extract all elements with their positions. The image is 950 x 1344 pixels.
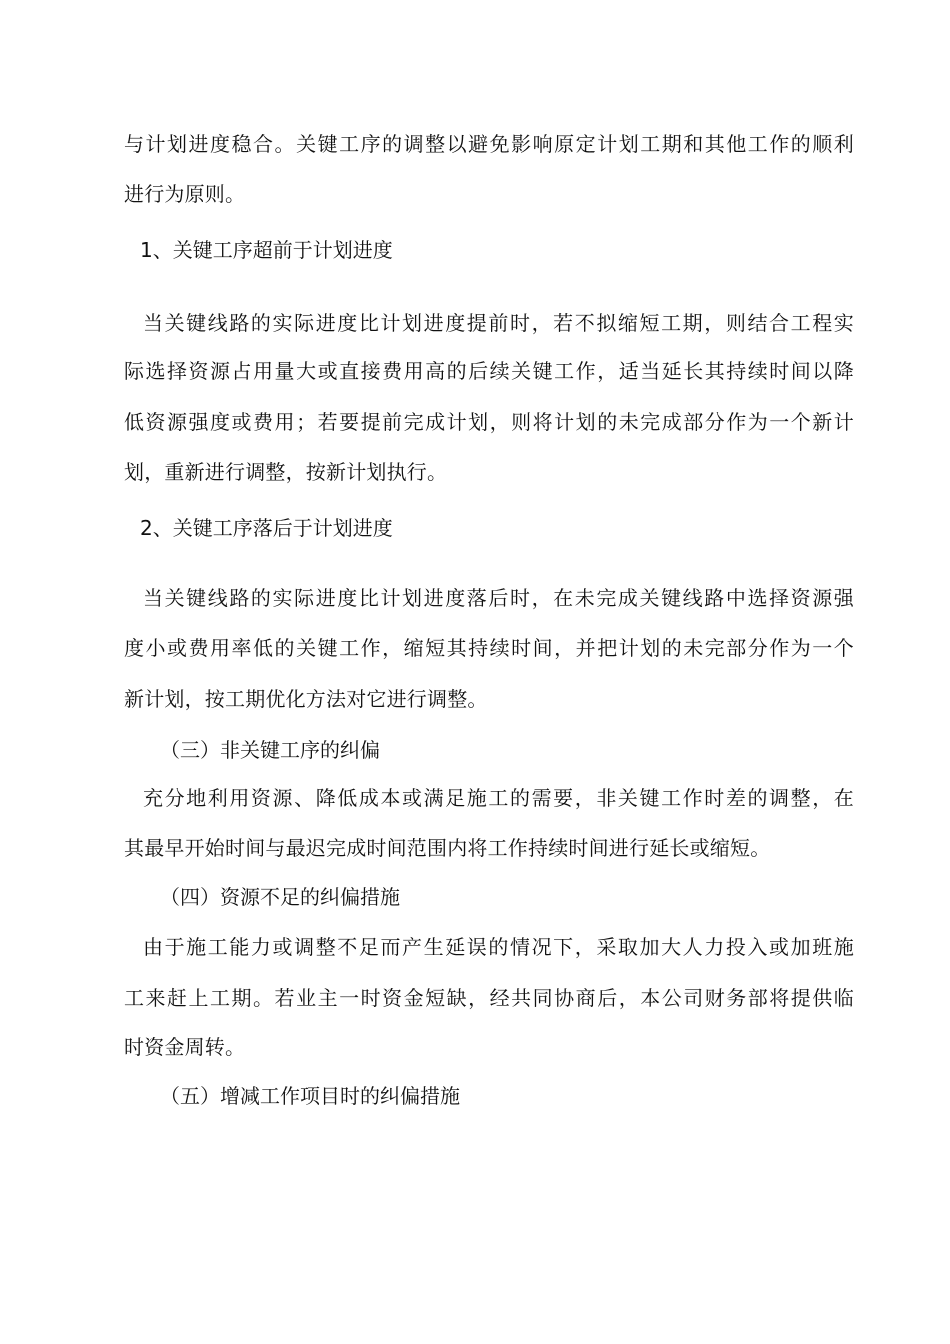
para-3-line-2: 其最早开始时间与最迟完成时间范围内将工作持续时间进行延长或缩短。 <box>124 836 771 860</box>
para-2-line-1: 当关键线路的实际进度比计划进度落后时，在未完成关键线路中选择资源强 <box>143 586 854 610</box>
para-1-line-1: 当关键线路的实际进度比计划进度提前时，若不拟缩短工期，则结合工程实 <box>143 311 854 335</box>
para-4-line-3: 时资金周转。 <box>124 1035 246 1059</box>
intro-line-1: 与计划进度稳合。关键工序的调整以避免影响原定计划工期和其他工作的顺利 <box>124 132 854 156</box>
para-3-line-1: 充分地利用资源、降低成本或满足施工的需要，非关键工作时差的调整，在 <box>143 786 854 810</box>
section-heading-3: （三）非关键工序的纠偏 <box>160 738 380 762</box>
para-1-line-4: 划，重新进行调整，按新计划执行。 <box>124 460 448 484</box>
para-1-line-2: 际选择资源占用量大或直接费用高的后续关键工作，适当延长其持续时间以降 <box>124 359 854 383</box>
section-heading-2: 2、关键工序落后于计划进度 <box>140 516 393 540</box>
para-1-line-3: 低资源强度或费用；若要提前完成计划，则将计划的未完成部分作为一个新计 <box>124 410 854 434</box>
para-4-line-1: 由于施工能力或调整不足而产生延误的情况下，采取加大人力投入或加班施 <box>143 935 854 959</box>
section-heading-4: （四）资源不足的纠偏措施 <box>160 885 400 909</box>
para-2-line-2: 度小或费用率低的关键工作，缩短其持续时间，并把计划的未完部分作为一个 <box>124 636 854 660</box>
section-heading-5: （五）增减工作项目时的纠偏措施 <box>160 1084 460 1108</box>
section-heading-1: 1、关键工序超前于计划进度 <box>140 238 393 262</box>
para-2-line-3: 新计划，按工期优化方法对它进行调整。 <box>124 687 488 711</box>
intro-line-2: 进行为原则。 <box>124 182 246 206</box>
para-4-line-2: 工来赶上工期。若业主一时资金短缺，经共同协商后，本公司财务部将提供临 <box>124 986 854 1010</box>
